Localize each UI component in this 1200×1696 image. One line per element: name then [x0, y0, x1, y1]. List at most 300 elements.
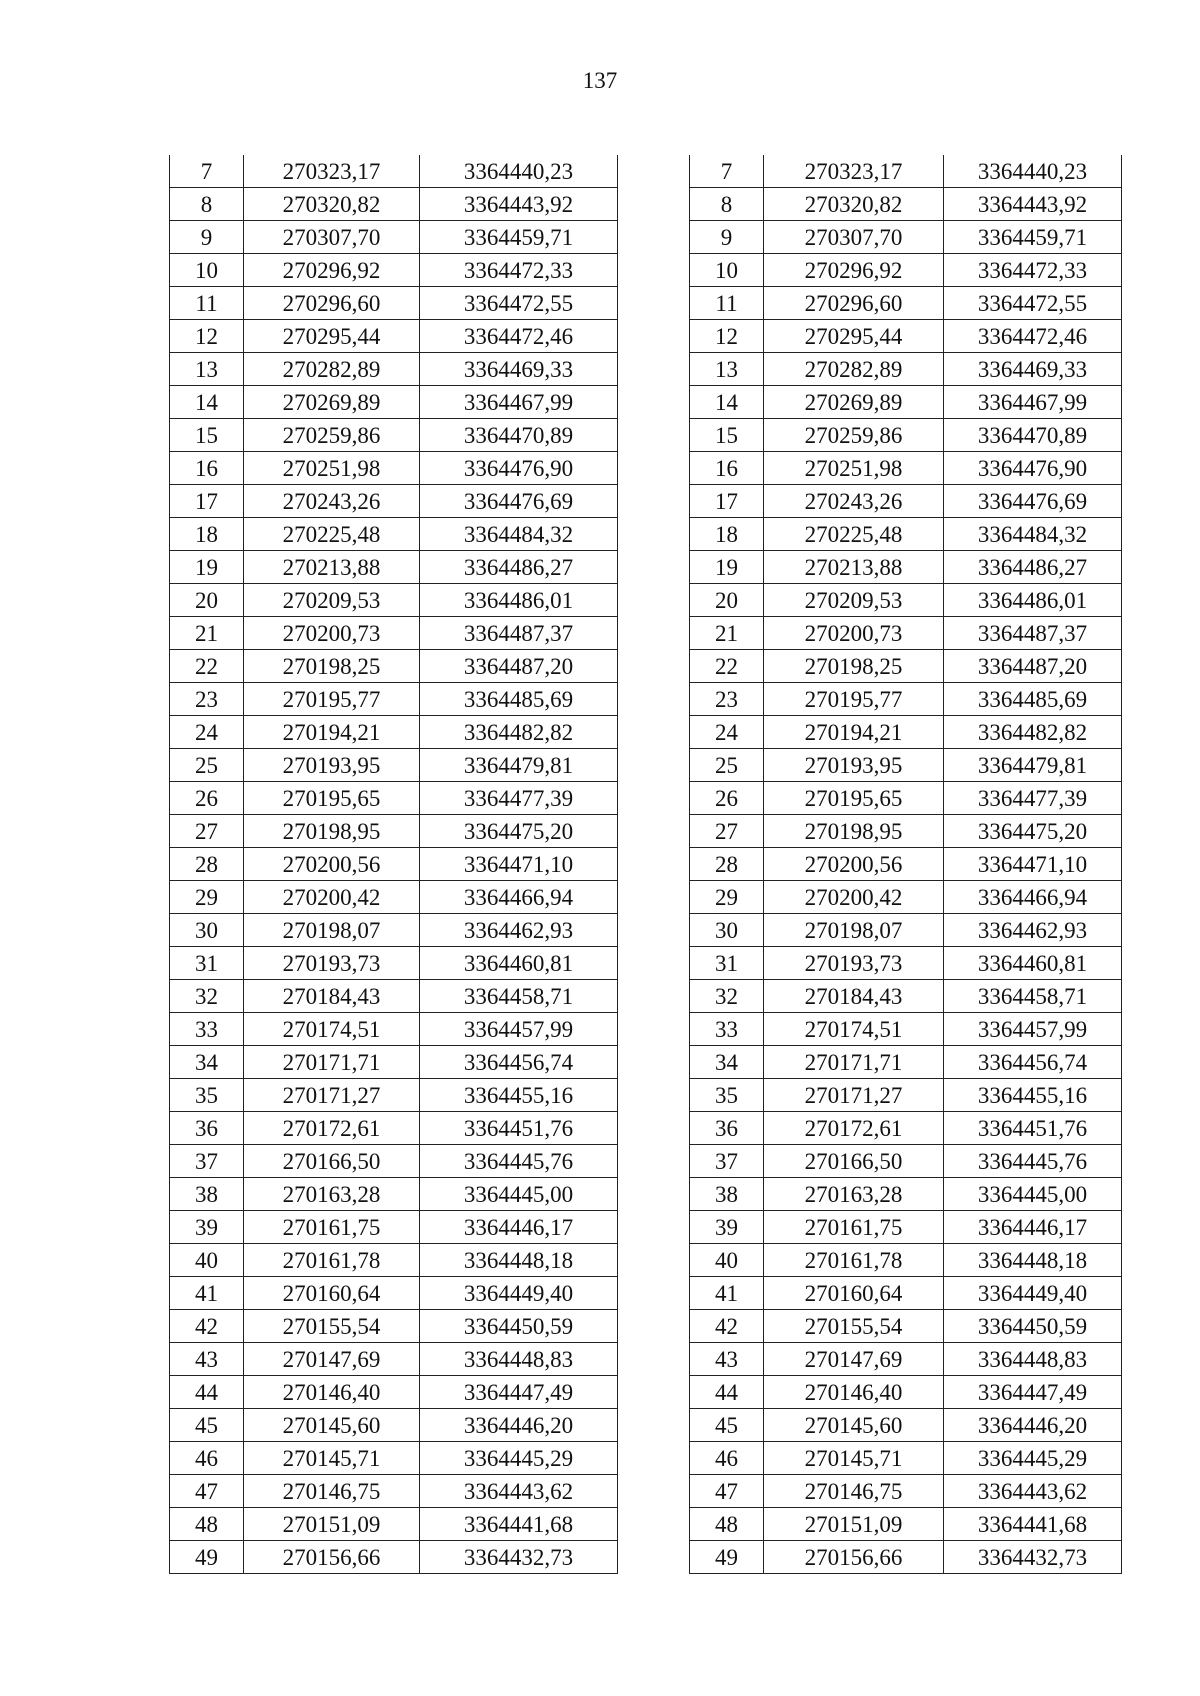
x-coordinate-cell: 270198,95 — [764, 815, 944, 848]
point-number-cell: 26 — [170, 782, 244, 815]
x-coordinate-cell: 270147,69 — [764, 1343, 944, 1376]
table-row — [690, 1343, 1122, 1376]
y-coordinate-cell: 3364475,20 — [420, 815, 618, 848]
table-row — [690, 716, 1122, 749]
x-coordinate-cell: 270200,56 — [764, 848, 944, 881]
point-number-cell: 37 — [170, 1145, 244, 1178]
table-row — [690, 584, 1122, 617]
y-coordinate-cell: 3364482,82 — [944, 716, 1122, 749]
table-row — [170, 1310, 618, 1343]
point-number-cell: 12 — [690, 320, 764, 353]
y-coordinate-cell: 3364472,55 — [420, 287, 618, 320]
table-row — [690, 881, 1122, 914]
table-row — [170, 749, 618, 782]
x-coordinate-cell: 270259,86 — [764, 419, 944, 452]
table-row — [690, 518, 1122, 551]
y-coordinate-cell: 3364487,37 — [420, 617, 618, 650]
point-number-cell: 8 — [170, 188, 244, 221]
table-row — [690, 1475, 1122, 1508]
point-number-cell: 46 — [690, 1442, 764, 1475]
x-coordinate-cell: 270251,98 — [244, 452, 420, 485]
table-row — [170, 980, 618, 1013]
y-coordinate-cell: 3364487,20 — [944, 650, 1122, 683]
point-number-cell: 31 — [690, 947, 764, 980]
y-coordinate-cell: 3364458,71 — [420, 980, 618, 1013]
table-row — [690, 1145, 1122, 1178]
x-coordinate-cell: 270209,53 — [244, 584, 420, 617]
x-coordinate-cell: 270195,77 — [244, 683, 420, 716]
x-coordinate-cell: 270174,51 — [244, 1013, 420, 1046]
x-coordinate-cell: 270146,75 — [244, 1475, 420, 1508]
table-row — [690, 188, 1122, 221]
y-coordinate-cell: 3364486,01 — [944, 584, 1122, 617]
point-number-cell: 32 — [690, 980, 764, 1013]
x-coordinate-cell: 270151,09 — [244, 1508, 420, 1541]
table-row — [170, 518, 618, 551]
table-row — [690, 485, 1122, 518]
point-number-cell: 38 — [690, 1178, 764, 1211]
x-coordinate-cell: 270160,64 — [764, 1277, 944, 1310]
point-number-cell: 23 — [170, 683, 244, 716]
table-row — [170, 1112, 618, 1145]
y-coordinate-cell: 3364445,29 — [420, 1442, 618, 1475]
x-coordinate-cell: 270200,73 — [764, 617, 944, 650]
y-coordinate-cell: 3364476,69 — [420, 485, 618, 518]
point-number-cell: 36 — [690, 1112, 764, 1145]
table-row — [690, 353, 1122, 386]
x-coordinate-cell: 270200,56 — [244, 848, 420, 881]
y-coordinate-cell: 3364487,20 — [420, 650, 618, 683]
x-coordinate-cell: 270200,42 — [764, 881, 944, 914]
point-number-cell: 14 — [170, 386, 244, 419]
table-row — [690, 287, 1122, 320]
x-coordinate-cell: 270147,69 — [244, 1343, 420, 1376]
table-row — [170, 1046, 618, 1079]
table-row — [690, 980, 1122, 1013]
point-number-cell: 23 — [690, 683, 764, 716]
point-number-cell: 26 — [690, 782, 764, 815]
coordinates-table-left — [169, 155, 618, 1574]
table-row — [170, 1277, 618, 1310]
x-coordinate-cell: 270163,28 — [764, 1178, 944, 1211]
x-coordinate-cell: 270195,65 — [764, 782, 944, 815]
y-coordinate-cell: 3364456,74 — [944, 1046, 1122, 1079]
x-coordinate-cell: 270166,50 — [244, 1145, 420, 1178]
point-number-cell: 40 — [170, 1244, 244, 1277]
table-row — [690, 782, 1122, 815]
point-number-cell: 45 — [170, 1409, 244, 1442]
table-row — [690, 1013, 1122, 1046]
table-row — [170, 848, 618, 881]
x-coordinate-cell: 270323,17 — [244, 155, 420, 188]
table-row — [690, 650, 1122, 683]
table-row — [690, 749, 1122, 782]
y-coordinate-cell: 3364466,94 — [420, 881, 618, 914]
table-row — [690, 683, 1122, 716]
y-coordinate-cell: 3364448,18 — [420, 1244, 618, 1277]
y-coordinate-cell: 3364440,23 — [420, 155, 618, 188]
x-coordinate-cell: 270198,25 — [764, 650, 944, 683]
table-row — [170, 1475, 618, 1508]
point-number-cell: 21 — [690, 617, 764, 650]
point-number-cell: 20 — [170, 584, 244, 617]
y-coordinate-cell: 3364432,73 — [944, 1541, 1122, 1574]
y-coordinate-cell: 3364476,69 — [944, 485, 1122, 518]
table-row — [690, 848, 1122, 881]
table-row — [690, 1310, 1122, 1343]
y-coordinate-cell: 3364445,76 — [420, 1145, 618, 1178]
y-coordinate-cell: 3364460,81 — [420, 947, 618, 980]
point-number-cell: 10 — [170, 254, 244, 287]
point-number-cell: 13 — [170, 353, 244, 386]
table-row — [690, 1244, 1122, 1277]
table-row — [170, 1508, 618, 1541]
point-number-cell: 25 — [690, 749, 764, 782]
x-coordinate-cell: 270145,60 — [764, 1409, 944, 1442]
table-row — [690, 221, 1122, 254]
y-coordinate-cell: 3364471,10 — [420, 848, 618, 881]
table-row — [690, 1508, 1122, 1541]
y-coordinate-cell: 3364476,90 — [420, 452, 618, 485]
y-coordinate-cell: 3364450,59 — [420, 1310, 618, 1343]
table-row — [170, 1013, 618, 1046]
y-coordinate-cell: 3364486,01 — [420, 584, 618, 617]
x-coordinate-cell: 270320,82 — [764, 188, 944, 221]
table-row — [690, 320, 1122, 353]
coordinates-table-right-body — [690, 155, 1122, 1574]
x-coordinate-cell: 270156,66 — [764, 1541, 944, 1574]
table-row — [170, 221, 618, 254]
y-coordinate-cell: 3364440,23 — [944, 155, 1122, 188]
point-number-cell: 16 — [690, 452, 764, 485]
y-coordinate-cell: 3364472,33 — [420, 254, 618, 287]
point-number-cell: 22 — [690, 650, 764, 683]
y-coordinate-cell: 3364459,71 — [944, 221, 1122, 254]
point-number-cell: 30 — [690, 914, 764, 947]
table-row — [170, 716, 618, 749]
page-number: 137 — [582, 68, 618, 93]
y-coordinate-cell: 3364432,73 — [420, 1541, 618, 1574]
point-number-cell: 39 — [690, 1211, 764, 1244]
table-row — [690, 815, 1122, 848]
table-row — [690, 1442, 1122, 1475]
x-coordinate-cell: 270171,71 — [244, 1046, 420, 1079]
point-number-cell: 42 — [690, 1310, 764, 1343]
table-row — [690, 419, 1122, 452]
point-number-cell: 17 — [170, 485, 244, 518]
x-coordinate-cell: 270145,71 — [244, 1442, 420, 1475]
x-coordinate-cell: 270323,17 — [764, 155, 944, 188]
y-coordinate-cell: 3364457,99 — [944, 1013, 1122, 1046]
point-number-cell: 31 — [170, 947, 244, 980]
x-coordinate-cell: 270282,89 — [764, 353, 944, 386]
point-number-cell: 49 — [170, 1541, 244, 1574]
y-coordinate-cell: 3364441,68 — [944, 1508, 1122, 1541]
y-coordinate-cell: 3364466,94 — [944, 881, 1122, 914]
x-coordinate-cell: 270209,53 — [764, 584, 944, 617]
table-row — [170, 1079, 618, 1112]
x-coordinate-cell: 270171,27 — [244, 1079, 420, 1112]
point-number-cell: 19 — [690, 551, 764, 584]
x-coordinate-cell: 270171,71 — [764, 1046, 944, 1079]
table-row — [170, 353, 618, 386]
x-coordinate-cell: 270198,07 — [244, 914, 420, 947]
point-number-cell: 16 — [170, 452, 244, 485]
y-coordinate-cell: 3364479,81 — [420, 749, 618, 782]
table-row — [170, 287, 618, 320]
x-coordinate-cell: 270269,89 — [764, 386, 944, 419]
y-coordinate-cell: 3364486,27 — [944, 551, 1122, 584]
point-number-cell: 9 — [690, 221, 764, 254]
point-number-cell: 41 — [690, 1277, 764, 1310]
table-row — [690, 617, 1122, 650]
point-number-cell: 35 — [690, 1079, 764, 1112]
table-row — [690, 1409, 1122, 1442]
y-coordinate-cell: 3364486,27 — [420, 551, 618, 584]
x-coordinate-cell: 270213,88 — [244, 551, 420, 584]
x-coordinate-cell: 270156,66 — [244, 1541, 420, 1574]
y-coordinate-cell: 3364449,40 — [420, 1277, 618, 1310]
point-number-cell: 13 — [690, 353, 764, 386]
table-row — [170, 419, 618, 452]
point-number-cell: 22 — [170, 650, 244, 683]
y-coordinate-cell: 3364472,33 — [944, 254, 1122, 287]
y-coordinate-cell: 3364475,20 — [944, 815, 1122, 848]
table-row — [170, 551, 618, 584]
table-row — [170, 947, 618, 980]
point-number-cell: 14 — [690, 386, 764, 419]
x-coordinate-cell: 270172,61 — [244, 1112, 420, 1145]
point-number-cell: 39 — [170, 1211, 244, 1244]
y-coordinate-cell: 3364482,82 — [420, 716, 618, 749]
point-number-cell: 33 — [690, 1013, 764, 1046]
table-row — [690, 1046, 1122, 1079]
x-coordinate-cell: 270184,43 — [764, 980, 944, 1013]
point-number-cell: 15 — [690, 419, 764, 452]
table-row — [170, 815, 618, 848]
y-coordinate-cell: 3364457,99 — [420, 1013, 618, 1046]
x-coordinate-cell: 270198,95 — [244, 815, 420, 848]
point-number-cell: 47 — [170, 1475, 244, 1508]
table-row — [170, 155, 618, 188]
y-coordinate-cell: 3364467,99 — [420, 386, 618, 419]
x-coordinate-cell: 270161,75 — [764, 1211, 944, 1244]
x-coordinate-cell: 270225,48 — [244, 518, 420, 551]
point-number-cell: 10 — [690, 254, 764, 287]
point-number-cell: 28 — [690, 848, 764, 881]
y-coordinate-cell: 3364441,68 — [420, 1508, 618, 1541]
point-number-cell: 17 — [690, 485, 764, 518]
point-number-cell: 24 — [690, 716, 764, 749]
table-row — [170, 188, 618, 221]
table-row — [170, 1343, 618, 1376]
point-number-cell: 47 — [690, 1475, 764, 1508]
x-coordinate-cell: 270155,54 — [764, 1310, 944, 1343]
y-coordinate-cell: 3364458,71 — [944, 980, 1122, 1013]
point-number-cell: 27 — [170, 815, 244, 848]
x-coordinate-cell: 270296,92 — [244, 254, 420, 287]
y-coordinate-cell: 3364446,17 — [420, 1211, 618, 1244]
x-coordinate-cell: 270195,77 — [764, 683, 944, 716]
table-row — [690, 155, 1122, 188]
y-coordinate-cell: 3364451,76 — [944, 1112, 1122, 1145]
table-row — [170, 1442, 618, 1475]
table-row — [170, 1211, 618, 1244]
point-number-cell: 35 — [170, 1079, 244, 1112]
x-coordinate-cell: 270320,82 — [244, 188, 420, 221]
x-coordinate-cell: 270155,54 — [244, 1310, 420, 1343]
y-coordinate-cell: 3364472,46 — [420, 320, 618, 353]
x-coordinate-cell: 270161,78 — [764, 1244, 944, 1277]
point-number-cell: 32 — [170, 980, 244, 1013]
y-coordinate-cell: 3364445,76 — [944, 1145, 1122, 1178]
y-coordinate-cell: 3364456,74 — [420, 1046, 618, 1079]
table-row — [170, 1244, 618, 1277]
point-number-cell: 27 — [690, 815, 764, 848]
y-coordinate-cell: 3364447,49 — [944, 1376, 1122, 1409]
point-number-cell: 21 — [170, 617, 244, 650]
y-coordinate-cell: 3364443,62 — [944, 1475, 1122, 1508]
x-coordinate-cell: 270174,51 — [764, 1013, 944, 1046]
point-number-cell: 12 — [170, 320, 244, 353]
y-coordinate-cell: 3364445,29 — [944, 1442, 1122, 1475]
point-number-cell: 20 — [690, 584, 764, 617]
x-coordinate-cell: 270269,89 — [244, 386, 420, 419]
y-coordinate-cell: 3364484,32 — [420, 518, 618, 551]
point-number-cell: 11 — [690, 287, 764, 320]
coordinates-table-left-body — [170, 155, 618, 1574]
x-coordinate-cell: 270251,98 — [764, 452, 944, 485]
point-number-cell: 48 — [690, 1508, 764, 1541]
point-number-cell: 11 — [170, 287, 244, 320]
table-row — [170, 254, 618, 287]
point-number-cell: 25 — [170, 749, 244, 782]
y-coordinate-cell: 3364462,93 — [420, 914, 618, 947]
table-row — [170, 1145, 618, 1178]
y-coordinate-cell: 3364485,69 — [420, 683, 618, 716]
table-row — [170, 617, 618, 650]
y-coordinate-cell: 3364471,10 — [944, 848, 1122, 881]
point-number-cell: 18 — [170, 518, 244, 551]
table-row — [170, 584, 618, 617]
y-coordinate-cell: 3364445,00 — [420, 1178, 618, 1211]
y-coordinate-cell: 3364445,00 — [944, 1178, 1122, 1211]
table-row — [170, 782, 618, 815]
x-coordinate-cell: 270193,73 — [764, 947, 944, 980]
point-number-cell: 43 — [690, 1343, 764, 1376]
x-coordinate-cell: 270160,64 — [244, 1277, 420, 1310]
y-coordinate-cell: 3364450,59 — [944, 1310, 1122, 1343]
table-row — [170, 452, 618, 485]
point-number-cell: 7 — [690, 155, 764, 188]
x-coordinate-cell: 270194,21 — [244, 716, 420, 749]
y-coordinate-cell: 3364446,20 — [420, 1409, 618, 1442]
x-coordinate-cell: 270225,48 — [764, 518, 944, 551]
point-number-cell: 19 — [170, 551, 244, 584]
point-number-cell: 44 — [170, 1376, 244, 1409]
x-coordinate-cell: 270184,43 — [244, 980, 420, 1013]
point-number-cell: 45 — [690, 1409, 764, 1442]
table-row — [690, 1112, 1122, 1145]
table-row — [170, 386, 618, 419]
x-coordinate-cell: 270259,86 — [244, 419, 420, 452]
x-coordinate-cell: 270145,71 — [764, 1442, 944, 1475]
point-number-cell: 7 — [170, 155, 244, 188]
y-coordinate-cell: 3364467,99 — [944, 386, 1122, 419]
x-coordinate-cell: 270296,60 — [244, 287, 420, 320]
point-number-cell: 42 — [170, 1310, 244, 1343]
point-number-cell: 33 — [170, 1013, 244, 1046]
table-row — [170, 1178, 618, 1211]
point-number-cell: 15 — [170, 419, 244, 452]
y-coordinate-cell: 3364446,17 — [944, 1211, 1122, 1244]
point-number-cell: 36 — [170, 1112, 244, 1145]
table-row — [170, 683, 618, 716]
x-coordinate-cell: 270243,26 — [244, 485, 420, 518]
y-coordinate-cell: 3364487,37 — [944, 617, 1122, 650]
x-coordinate-cell: 270146,40 — [764, 1376, 944, 1409]
table-row — [690, 551, 1122, 584]
x-coordinate-cell: 270172,61 — [764, 1112, 944, 1145]
point-number-cell: 24 — [170, 716, 244, 749]
point-number-cell: 38 — [170, 1178, 244, 1211]
x-coordinate-cell: 270200,73 — [244, 617, 420, 650]
y-coordinate-cell: 3364448,18 — [944, 1244, 1122, 1277]
y-coordinate-cell: 3364455,16 — [944, 1079, 1122, 1112]
y-coordinate-cell: 3364485,69 — [944, 683, 1122, 716]
point-number-cell: 34 — [690, 1046, 764, 1079]
y-coordinate-cell: 3364472,46 — [944, 320, 1122, 353]
x-coordinate-cell: 270193,95 — [244, 749, 420, 782]
point-number-cell: 40 — [690, 1244, 764, 1277]
x-coordinate-cell: 270151,09 — [764, 1508, 944, 1541]
y-coordinate-cell: 3364470,89 — [420, 419, 618, 452]
point-number-cell: 41 — [170, 1277, 244, 1310]
point-number-cell: 8 — [690, 188, 764, 221]
table-row — [690, 452, 1122, 485]
point-number-cell: 37 — [690, 1145, 764, 1178]
y-coordinate-cell: 3364477,39 — [944, 782, 1122, 815]
x-coordinate-cell: 270163,28 — [244, 1178, 420, 1211]
table-row — [690, 254, 1122, 287]
x-coordinate-cell: 270195,65 — [244, 782, 420, 815]
x-coordinate-cell: 270213,88 — [764, 551, 944, 584]
x-coordinate-cell: 270166,50 — [764, 1145, 944, 1178]
table-row — [690, 914, 1122, 947]
table-row — [690, 1376, 1122, 1409]
x-coordinate-cell: 270198,07 — [764, 914, 944, 947]
y-coordinate-cell: 3364472,55 — [944, 287, 1122, 320]
y-coordinate-cell: 3364476,90 — [944, 452, 1122, 485]
y-coordinate-cell: 3364484,32 — [944, 518, 1122, 551]
x-coordinate-cell: 270296,92 — [764, 254, 944, 287]
table-row — [170, 1541, 618, 1574]
y-coordinate-cell: 3364443,62 — [420, 1475, 618, 1508]
point-number-cell: 29 — [690, 881, 764, 914]
y-coordinate-cell: 3364462,93 — [944, 914, 1122, 947]
x-coordinate-cell: 270171,27 — [764, 1079, 944, 1112]
table-row — [690, 947, 1122, 980]
point-number-cell: 44 — [690, 1376, 764, 1409]
x-coordinate-cell: 270295,44 — [244, 320, 420, 353]
x-coordinate-cell: 270282,89 — [244, 353, 420, 386]
y-coordinate-cell: 3364448,83 — [944, 1343, 1122, 1376]
x-coordinate-cell: 270307,70 — [244, 221, 420, 254]
table-row — [690, 1178, 1122, 1211]
y-coordinate-cell: 3364448,83 — [420, 1343, 618, 1376]
x-coordinate-cell: 270307,70 — [764, 221, 944, 254]
table-row — [170, 320, 618, 353]
